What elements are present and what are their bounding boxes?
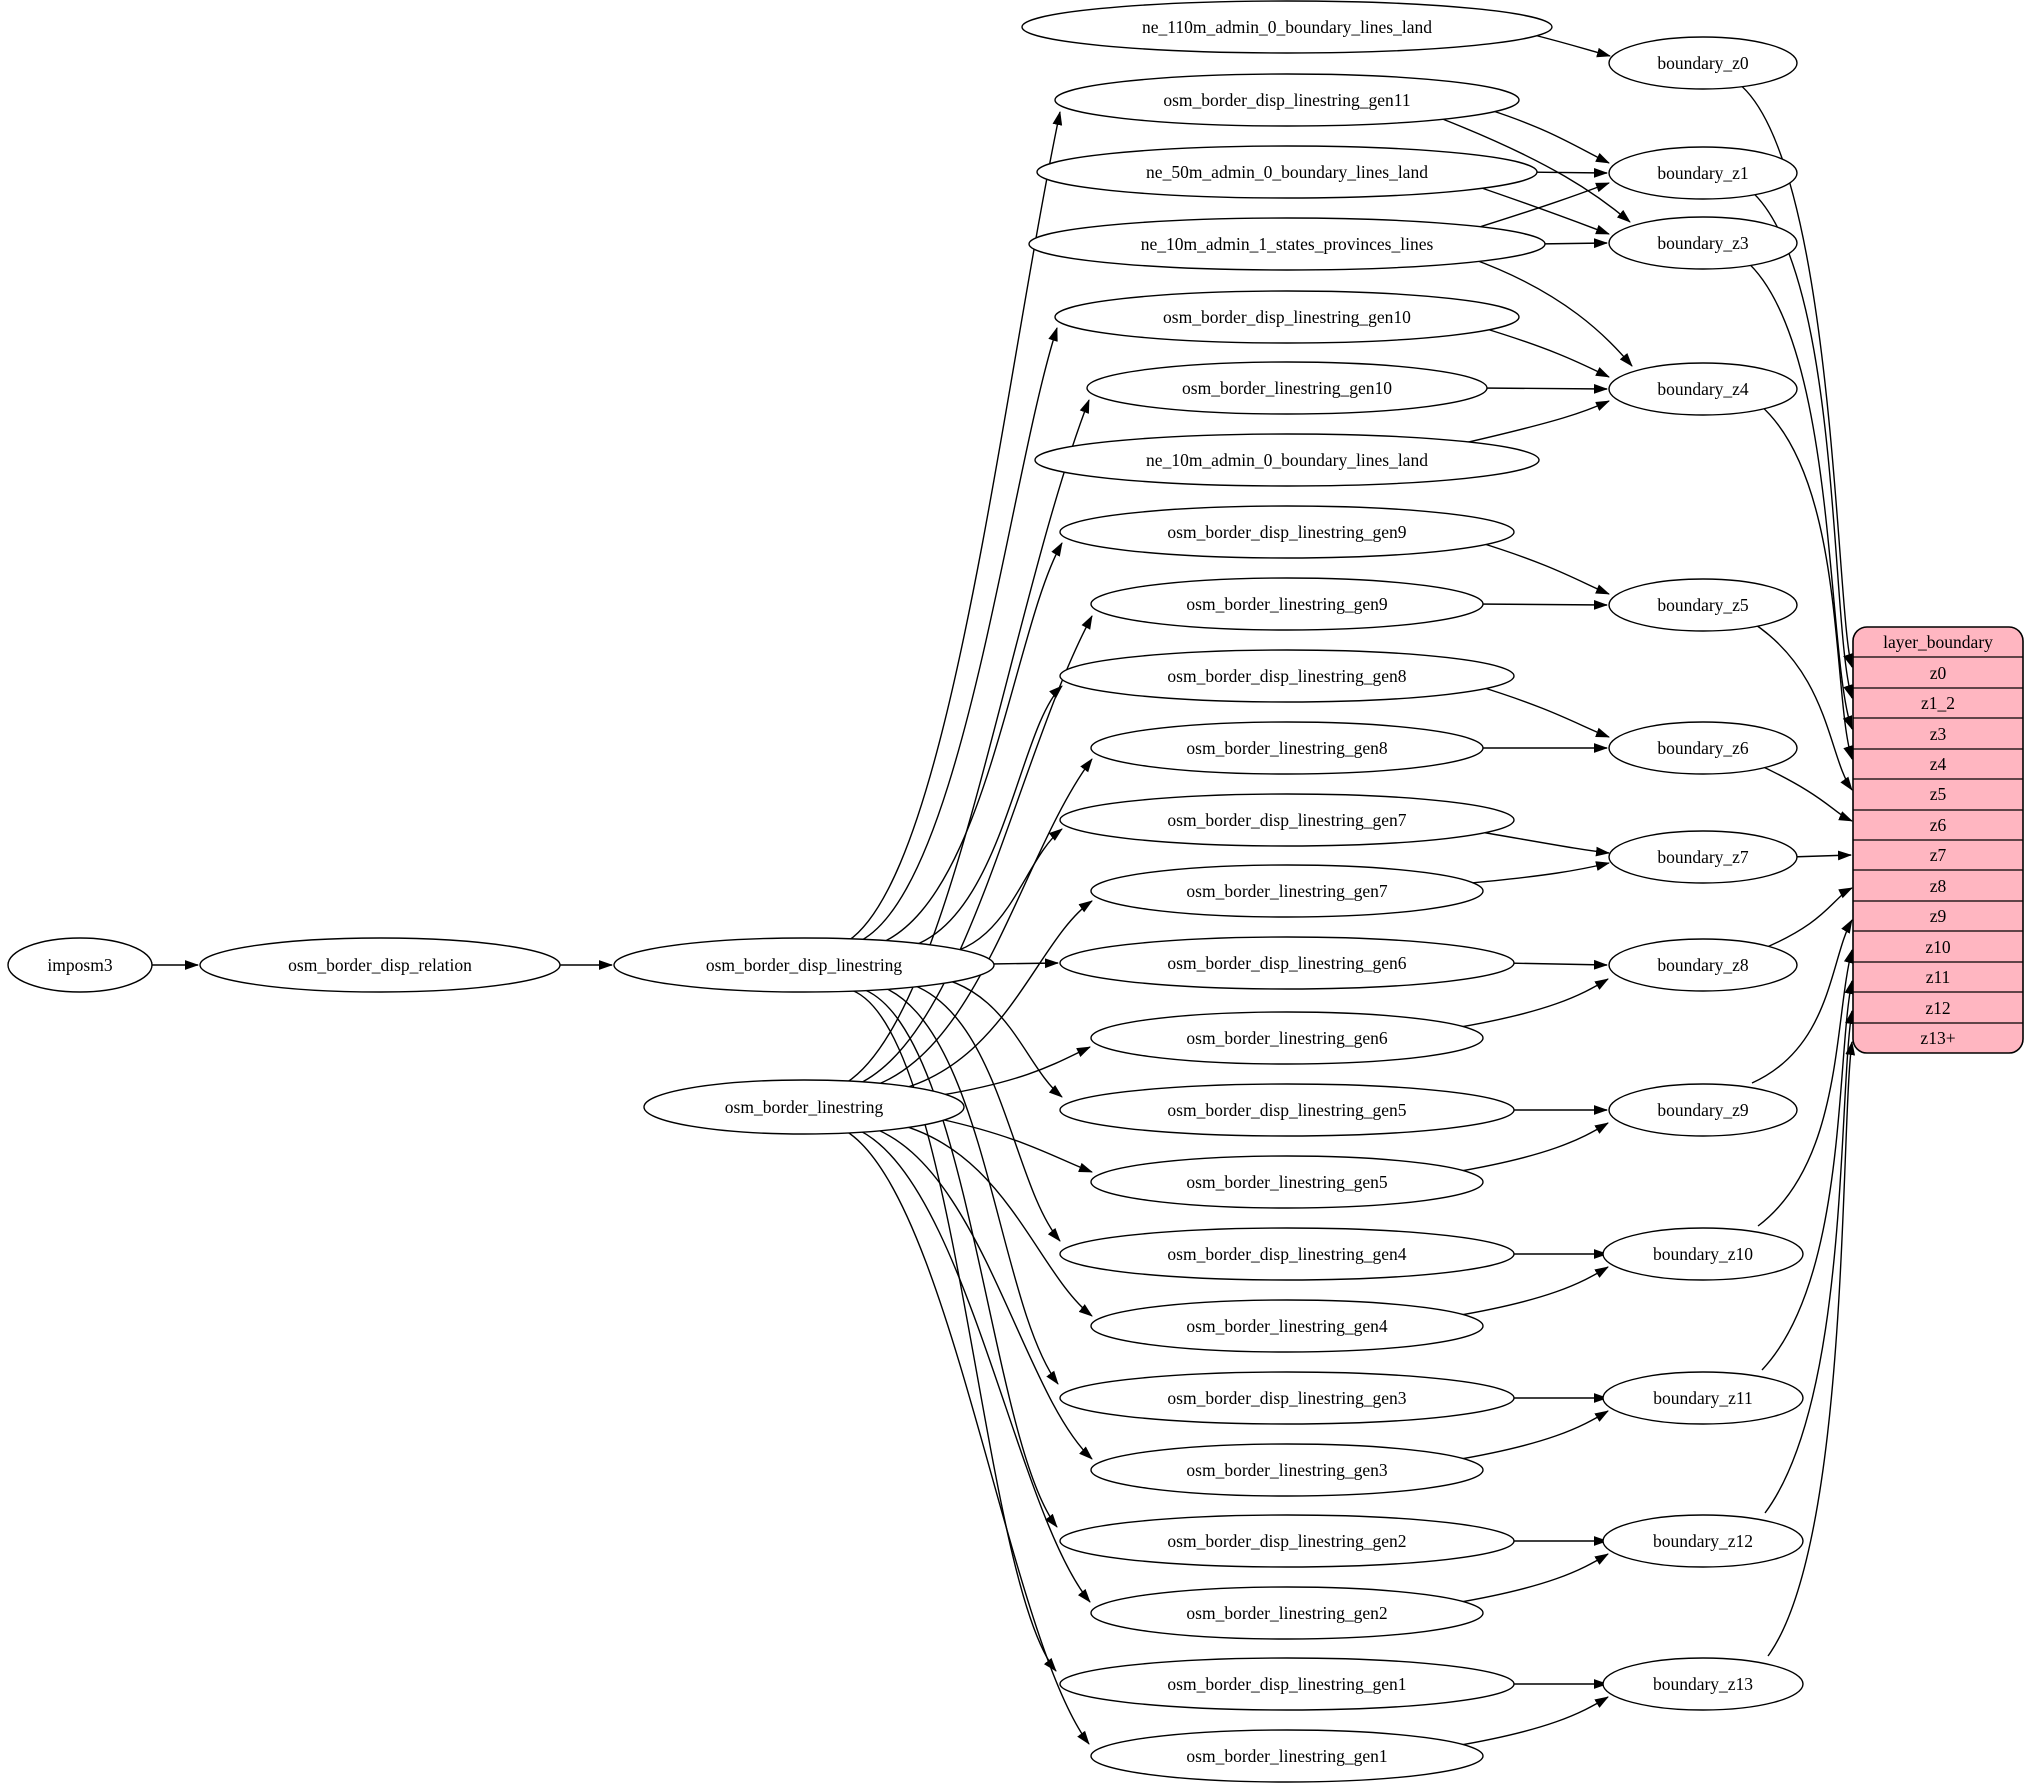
edge-osm_border_linestring_gen10-to-boundary_z4 xyxy=(1478,388,1607,389)
svg-text:osm_border_disp_relation: osm_border_disp_relation xyxy=(288,955,472,975)
node-osm_border_linestring_gen5 xyxy=(1091,1156,1483,1208)
node-osm_border_disp_linestring_gen6 xyxy=(1060,937,1514,989)
edge-boundary_z8-to-row-z8 xyxy=(1760,888,1852,950)
node-osm_border_disp_linestring_gen5 xyxy=(1060,1084,1514,1136)
svg-text:imposm3: imposm3 xyxy=(47,955,113,975)
svg-text:boundary_z6: boundary_z6 xyxy=(1657,738,1749,758)
svg-text:osm_border_linestring_gen10: osm_border_linestring_gen10 xyxy=(1182,378,1392,398)
svg-text:boundary_z8: boundary_z8 xyxy=(1657,955,1749,975)
edge-osm_border_linestring_gen2-to-boundary_z12 xyxy=(1455,1554,1608,1603)
node-boundary_z1 xyxy=(1609,147,1797,199)
table-row-z0: z0 xyxy=(1929,663,1947,683)
edge-osm_border_linestring_gen4-to-boundary_z10 xyxy=(1455,1267,1608,1316)
svg-text:osm_border_linestring_gen7: osm_border_linestring_gen7 xyxy=(1186,881,1388,901)
edge-osm_border_disp_linestring-to-osm_border_disp_linestring_gen10 xyxy=(856,328,1057,943)
node-imposm3 xyxy=(8,938,152,992)
svg-text:boundary_z10: boundary_z10 xyxy=(1652,1244,1754,1264)
svg-text:boundary_z0: boundary_z0 xyxy=(1657,53,1749,73)
layer-boundary-table xyxy=(1853,627,2023,1053)
svg-text:boundary_z7: boundary_z7 xyxy=(1657,847,1749,867)
node-osm_border_linestring_gen8 xyxy=(1091,722,1483,774)
edges xyxy=(148,34,1852,1746)
table-row-z7: z7 xyxy=(1929,845,1947,865)
edge-ne_110m_admin_0_boundary_lines_land-to-boundary_z0 xyxy=(1530,34,1610,56)
edge-osm_border_linestring-to-osm_border_linestring_gen9 xyxy=(854,616,1092,1086)
node-boundary_z6 xyxy=(1609,722,1797,774)
table-row-z8: z8 xyxy=(1929,876,1947,896)
edge-osm_border_linestring_gen7-to-boundary_z7 xyxy=(1460,863,1609,884)
edge-osm_border_disp_linestring-to-osm_border_disp_linestring_gen7 xyxy=(918,829,1062,956)
edge-boundary_z13-to-row-z13plus xyxy=(1768,1042,1852,1656)
edge-boundary_z9-to-row-z9 xyxy=(1752,920,1852,1083)
table-row-z5: z5 xyxy=(1929,784,1947,804)
svg-text:ne_10m_admin_0_boundary_lines_: ne_10m_admin_0_boundary_lines_land xyxy=(1146,450,1428,470)
node-boundary_z12 xyxy=(1603,1515,1803,1567)
edge-osm_border_disp_linestring_gen7-to-boundary_z7 xyxy=(1475,831,1609,853)
node-osm_border_disp_linestring_gen4 xyxy=(1060,1228,1514,1280)
edge-osm_border_linestring-to-osm_border_linestring_gen7 xyxy=(884,901,1092,1093)
node-osm_border_linestring_gen4 xyxy=(1091,1300,1483,1352)
svg-text:ne_50m_admin_0_boundary_lines_: ne_50m_admin_0_boundary_lines_land xyxy=(1146,162,1428,182)
edge-osm_border_linestring_gen6-to-boundary_z8 xyxy=(1455,979,1608,1028)
node-ne_50m_admin_0_boundary_lines_land xyxy=(1037,146,1537,198)
edge-osm_border_disp_linestring-to-osm_border_disp_linestring_gen6 xyxy=(990,963,1058,964)
node-osm_border_linestring_gen6 xyxy=(1091,1012,1483,1064)
svg-text:boundary_z11: boundary_z11 xyxy=(1653,1388,1753,1408)
edge-osm_border_disp_linestring_gen10-to-boundary_z4 xyxy=(1480,327,1609,377)
svg-text:osm_border_linestring_gen6: osm_border_linestring_gen6 xyxy=(1186,1028,1388,1048)
svg-text:osm_border_disp_linestring_gen: osm_border_disp_linestring_gen3 xyxy=(1167,1388,1407,1408)
edge-osm_border_linestring_gen9-to-boundary_z5 xyxy=(1474,604,1607,605)
edge-osm_border_linestring_gen1-to-boundary_z13 xyxy=(1455,1697,1608,1746)
nodes xyxy=(8,1,1803,1782)
node-osm_border_linestring xyxy=(644,1080,964,1134)
svg-text:osm_border_disp_linestring: osm_border_disp_linestring xyxy=(705,955,903,975)
svg-text:osm_border_disp_linestring_gen: osm_border_disp_linestring_gen1 xyxy=(1167,1674,1407,1694)
node-osm_border_disp_relation xyxy=(200,938,560,992)
node-boundary_z10 xyxy=(1603,1228,1803,1280)
node-boundary_z9 xyxy=(1609,1084,1797,1136)
svg-text:ne_110m_admin_0_boundary_lines: ne_110m_admin_0_boundary_lines_land xyxy=(1142,17,1432,37)
edge-osm_border_linestring-to-osm_border_linestring_gen3 xyxy=(864,1125,1092,1459)
node-boundary_z7 xyxy=(1609,831,1797,883)
edge-osm_border_disp_linestring_gen6-to-boundary_z8 xyxy=(1505,963,1607,965)
node-osm_border_disp_linestring_gen11 xyxy=(1055,74,1519,126)
edge-ne_10m_admin_0_boundary_lines_land-to-boundary_z4 xyxy=(1460,401,1609,444)
table-row-z6: z6 xyxy=(1929,815,1947,835)
node-ne_10m_admin_0_boundary_lines_land xyxy=(1035,434,1539,486)
edge-osm_border_linestring_gen3-to-boundary_z11 xyxy=(1455,1411,1608,1460)
edge-osm_border_linestring-to-osm_border_linestring_gen6 xyxy=(942,1047,1090,1095)
edge-osm_border_linestring-to-osm_border_linestring_gen1 xyxy=(846,1131,1089,1744)
svg-text:ne_10m_admin_1_states_province: ne_10m_admin_1_states_provinces_lines xyxy=(1140,234,1434,254)
svg-text:osm_border_disp_linestring_gen: osm_border_disp_linestring_gen8 xyxy=(1167,666,1407,686)
table-row-z4: z4 xyxy=(1929,754,1947,774)
edge-osm_border_linestring-to-osm_border_linestring_gen2 xyxy=(854,1128,1090,1602)
svg-text:boundary_z12: boundary_z12 xyxy=(1652,1531,1754,1551)
table-title: layer_boundary xyxy=(1883,632,1993,652)
node-osm_border_disp_linestring_gen2 xyxy=(1060,1515,1514,1567)
node-osm_border_disp_linestring_gen3 xyxy=(1060,1372,1514,1424)
edge-osm_border_disp_linestring-to-osm_border_disp_linestring_gen8 xyxy=(888,686,1062,951)
svg-text:osm_border_linestring_gen8: osm_border_linestring_gen8 xyxy=(1186,738,1388,758)
svg-text:osm_border_linestring_gen2: osm_border_linestring_gen2 xyxy=(1186,1603,1388,1623)
svg-text:boundary_z3: boundary_z3 xyxy=(1657,233,1749,253)
edge-boundary_z6-to-row-z6 xyxy=(1755,763,1852,821)
table-row-z9: z9 xyxy=(1929,906,1947,926)
edge-ne_10m_admin_1_states_provinces_lines-to-boundary_z3 xyxy=(1535,243,1607,244)
edge-osm_border_disp_linestring_gen11-to-boundary_z1 xyxy=(1490,110,1609,163)
svg-text:boundary_z1: boundary_z1 xyxy=(1657,163,1749,183)
node-boundary_z11 xyxy=(1603,1372,1803,1424)
node-osm_border_linestring_gen10 xyxy=(1087,362,1487,414)
svg-text:osm_border_linestring_gen4: osm_border_linestring_gen4 xyxy=(1186,1316,1388,1336)
table-row-z1_2: z1_2 xyxy=(1920,693,1956,713)
node-boundary_z13 xyxy=(1603,1658,1803,1710)
svg-text:boundary_z5: boundary_z5 xyxy=(1657,595,1749,615)
node-osm_border_disp_linestring xyxy=(614,938,994,992)
node-osm_border_linestring_gen7 xyxy=(1091,865,1483,917)
edge-osm_border_linestring-to-osm_border_linestring_gen4 xyxy=(884,1121,1092,1316)
node-osm_border_disp_linestring_gen1 xyxy=(1060,1658,1514,1710)
svg-text:osm_border_linestring_gen9: osm_border_linestring_gen9 xyxy=(1186,594,1388,614)
node-boundary_z3 xyxy=(1609,217,1797,269)
svg-text:osm_border_disp_linestring_gen: osm_border_disp_linestring_gen4 xyxy=(1167,1244,1407,1264)
svg-text:boundary_z4: boundary_z4 xyxy=(1657,379,1749,399)
svg-text:osm_border_disp_linestring_gen: osm_border_disp_linestring_gen10 xyxy=(1163,307,1411,327)
table-row-z3: z3 xyxy=(1929,724,1947,744)
table-row-z12: z12 xyxy=(1925,998,1951,1018)
table-row-z11: z11 xyxy=(1925,967,1951,987)
edge-osm_border_disp_linestring-to-osm_border_disp_linestring_gen11 xyxy=(848,112,1060,941)
edge-osm_border_disp_linestring_gen9-to-boundary_z5 xyxy=(1478,542,1609,594)
node-boundary_z4 xyxy=(1609,363,1797,415)
node-ne_10m_admin_1_states_provinces_lines xyxy=(1029,218,1545,270)
node-boundary_z5 xyxy=(1609,579,1797,631)
svg-text:boundary_z9: boundary_z9 xyxy=(1657,1100,1749,1120)
edge-ne_10m_admin_1_states_provinces_lines-to-boundary_z1 xyxy=(1470,183,1609,230)
node-boundary_z8 xyxy=(1609,939,1797,991)
svg-text:osm_border_disp_linestring_gen: osm_border_disp_linestring_gen7 xyxy=(1167,810,1407,830)
svg-text:boundary_z13: boundary_z13 xyxy=(1652,1674,1754,1694)
node-osm_border_linestring_gen1 xyxy=(1091,1730,1483,1782)
table-row-z10: z10 xyxy=(1925,937,1951,957)
table-row-z13plus: z13+ xyxy=(1920,1028,1956,1048)
node-osm_border_linestring_gen3 xyxy=(1091,1444,1483,1496)
svg-text:osm_border_linestring_gen3: osm_border_linestring_gen3 xyxy=(1186,1460,1388,1480)
svg-text:osm_border_disp_linestring_gen: osm_border_disp_linestring_gen6 xyxy=(1167,953,1407,973)
node-osm_border_disp_linestring_gen8 xyxy=(1060,650,1514,702)
edge-osm_border_disp_linestring-to-osm_border_disp_linestring_gen2 xyxy=(856,987,1057,1527)
node-osm_border_disp_linestring_gen7 xyxy=(1060,794,1514,846)
edge-boundary_z10-to-row-z10 xyxy=(1758,950,1852,1226)
edge-boundary_z7-to-row-z7 xyxy=(1790,855,1851,857)
svg-text:osm_border_disp_linestring_gen: osm_border_disp_linestring_gen2 xyxy=(1167,1531,1407,1551)
node-ne_110m_admin_0_boundary_lines_land xyxy=(1022,1,1552,53)
edge-osm_border_linestring-to-osm_border_linestring_gen8 xyxy=(864,759,1092,1089)
node-osm_border_disp_linestring_gen10 xyxy=(1055,291,1519,343)
svg-text:osm_border_linestring_gen5: osm_border_linestring_gen5 xyxy=(1186,1172,1388,1192)
node-osm_border_disp_linestring_gen9 xyxy=(1060,506,1514,558)
svg-text:osm_border_linestring_gen1: osm_border_linestring_gen1 xyxy=(1186,1746,1388,1766)
svg-text:osm_border_disp_linestring_gen: osm_border_disp_linestring_gen9 xyxy=(1167,522,1407,542)
svg-text:osm_border_disp_linestring_gen: osm_border_disp_linestring_gen11 xyxy=(1163,90,1411,110)
node-osm_border_linestring_gen9 xyxy=(1091,578,1483,630)
edge-osm_border_disp_linestring-to-osm_border_disp_linestring_gen9 xyxy=(870,543,1062,947)
node-boundary_z0 xyxy=(1609,37,1797,89)
edge-osm_border_disp_linestring_gen8-to-boundary_z6 xyxy=(1478,686,1609,737)
node-osm_border_linestring_gen2 xyxy=(1091,1587,1483,1639)
svg-text:osm_border_linestring: osm_border_linestring xyxy=(724,1097,884,1117)
svg-text:osm_border_disp_linestring_gen: osm_border_disp_linestring_gen5 xyxy=(1167,1100,1407,1120)
edge-osm_border_linestring_gen5-to-boundary_z9 xyxy=(1455,1123,1608,1172)
